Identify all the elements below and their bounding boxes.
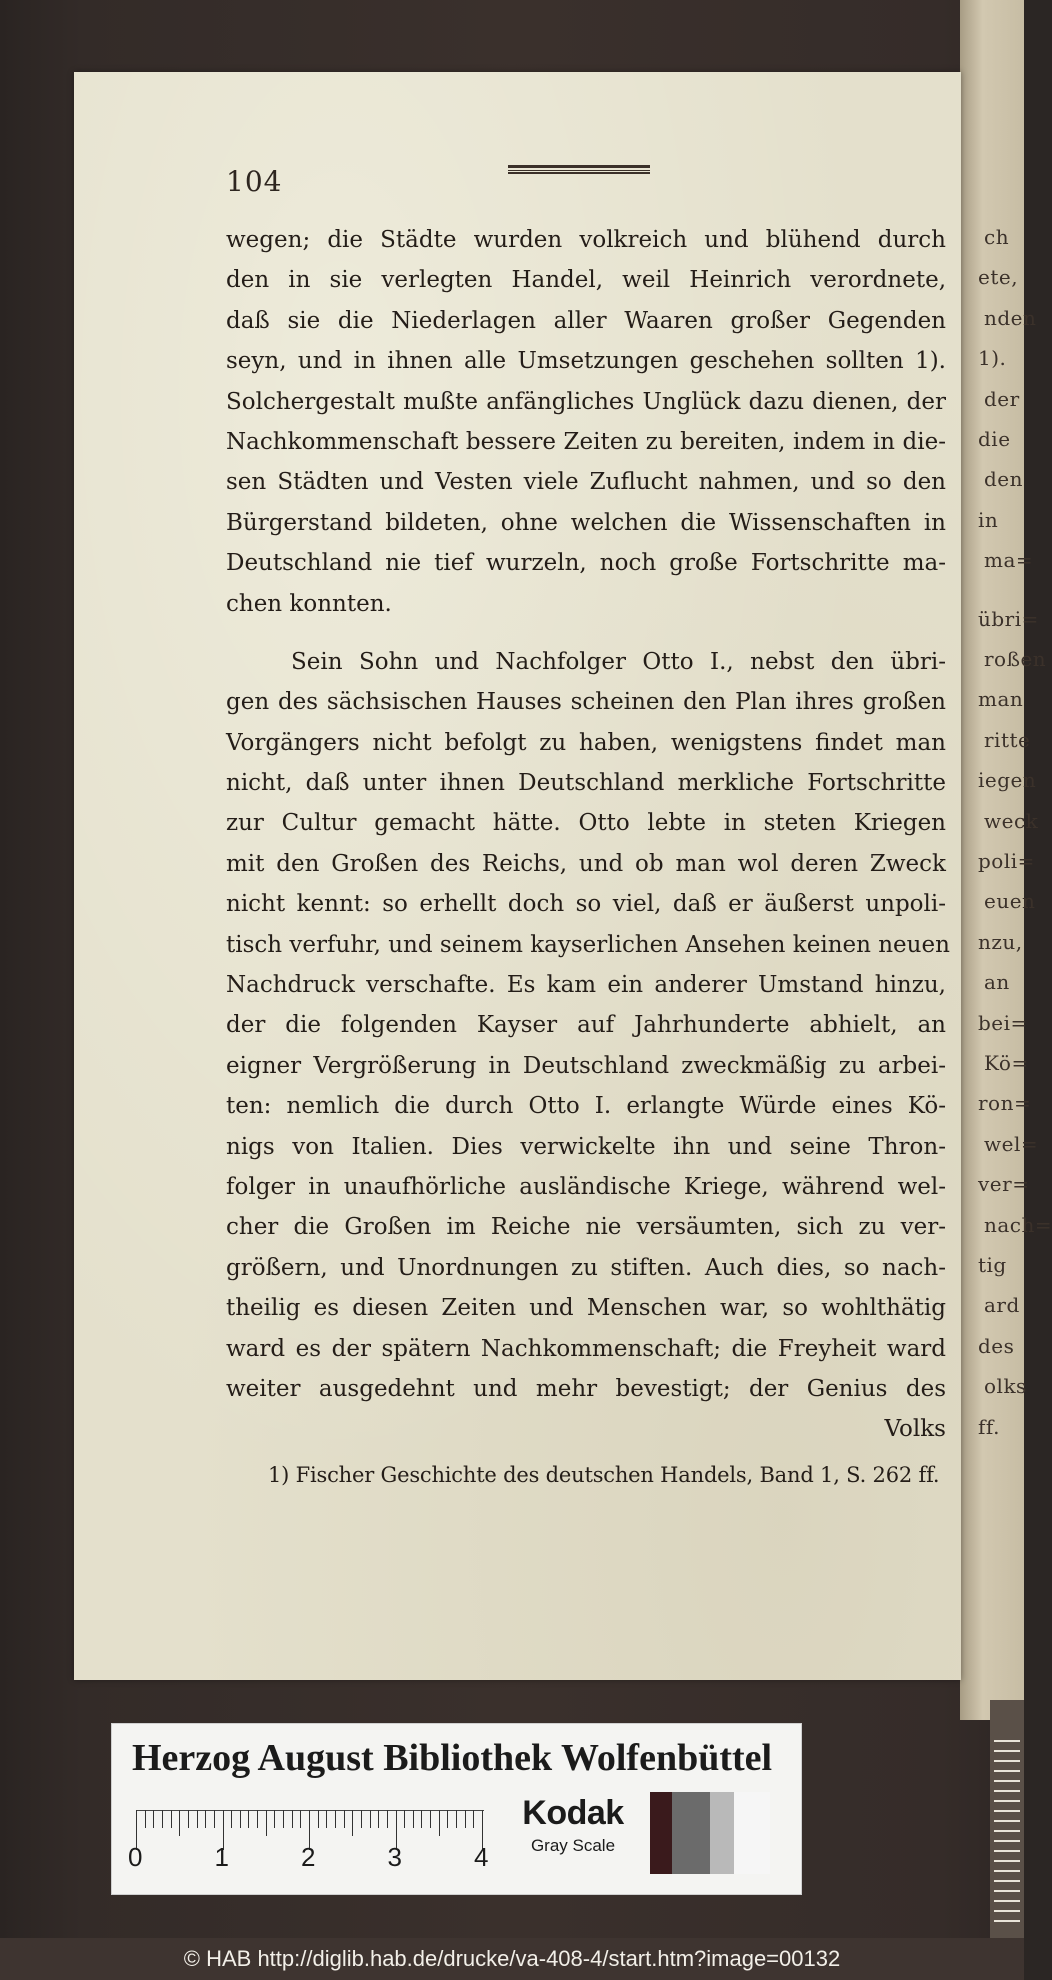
adjacent-text-fragment: wel= (984, 1131, 1039, 1156)
adjacent-scale-ticks (994, 1740, 1020, 1930)
book-page (74, 72, 961, 1680)
ruler-tick (326, 1810, 327, 1828)
text-line: Deutschland nie tief wurzeln, noch große Fortschritte ma- (226, 550, 946, 577)
adjacent-text-fragment: bei= (978, 1010, 1028, 1035)
ruler-tick (430, 1810, 431, 1828)
library-name: Herzog August Bibliothek Wolfenbüttel (132, 1737, 773, 1779)
ruler-tick (145, 1810, 146, 1828)
adjacent-text-fragment: der (984, 386, 1020, 411)
text-line: daß sie die Niederlagen aller Waaren großer Gegenden (226, 307, 946, 334)
adjacent-text-fragment: ch (984, 225, 1010, 249)
text-line: Vorgängers nicht befolgt zu haben, wenigstens findet man (226, 729, 946, 756)
ruler-tick (344, 1810, 345, 1828)
ruler-label: 0 (128, 1842, 143, 1872)
adjacent-text-fragment: poli= (978, 849, 1035, 873)
text-line: nigs von Italien. Dies verwickelte ihn und seine Thron- (226, 1133, 946, 1160)
ruler-tick (283, 1810, 284, 1828)
ruler-tick (456, 1810, 457, 1828)
adjacent-text-fragment: ver= (978, 1172, 1030, 1197)
adjacent-text-fragment: ff. (978, 1414, 1000, 1439)
adjacent-text-fragment: iegen (978, 768, 1037, 793)
ruler-tick (318, 1810, 319, 1828)
ruler-tick (179, 1810, 180, 1836)
page-number: 104 (226, 165, 283, 198)
text-line: den in sie verlegten Handel, weil Heinrich verordnete, (226, 267, 946, 294)
ruler-tick (205, 1810, 206, 1828)
text-line: Nachkommenschaft bessere Zeiten zu bereiten, indem in die- (226, 428, 946, 455)
text-line: theilig es diesen Zeiten und Menschen war, so wohlthätig (226, 1295, 946, 1322)
adjacent-text-fragment: nzu, (978, 929, 1023, 954)
text-line: Sein Sohn und Nachfolger Otto I., nebst den übri- (291, 648, 946, 675)
adjacent-text-fragment: olks (984, 1374, 1027, 1399)
ruler-tick (378, 1810, 379, 1828)
adjacent-text-fragment: übri= (978, 606, 1039, 631)
ruler-tick (162, 1810, 163, 1828)
adjacent-text-fragment: des (978, 1333, 1015, 1358)
adjacent-text-fragment: ard (984, 1293, 1020, 1318)
ruler-tick (361, 1810, 362, 1828)
ruler-tick (266, 1810, 267, 1836)
text-line: cher die Großen im Reiche nie versäumten, sich zu ver- (226, 1214, 946, 1241)
adjacent-text-fragment: den (984, 467, 1024, 492)
ruler-label: 4 (474, 1842, 489, 1872)
ruler-tick (421, 1810, 422, 1828)
text-line: wegen; die Städte wurden volkreich und blühend durch (226, 227, 946, 253)
text-line: ward es der spätern Nachkommenschaft; die Freyheit ward (226, 1335, 946, 1362)
text-line: zur Cultur gemacht hätte. Otto lebte in steten Kriegen (226, 810, 946, 837)
text-line: Volks (884, 1416, 946, 1443)
adjacent-text-fragment: ma= (984, 548, 1034, 573)
text-line: chen konnten. (226, 590, 392, 617)
gray-patch (734, 1792, 770, 1874)
ruler-tick (257, 1810, 258, 1828)
page-body-text (226, 220, 950, 1450)
adjacent-text-fragment: nden (984, 305, 1037, 330)
text-line: weiter ausgedehnt und mehr bevestigt; der Genius des (226, 1375, 946, 1402)
header-ornament-rule (508, 165, 650, 174)
ruler-tick (404, 1810, 405, 1828)
ruler-tick (231, 1810, 232, 1828)
ruler-tick (473, 1810, 474, 1828)
ruler-tick (214, 1810, 215, 1828)
ruler-tick (387, 1810, 388, 1828)
text-line: nicht kennt: so erhellt doch so viel, daß er äußerst unpoli- (226, 891, 946, 918)
text-line: Solchergestalt mußte anfängliches Unglück dazu dienen, der (226, 388, 946, 415)
ruler-label: 1 (214, 1842, 229, 1872)
paragraph-gap (226, 624, 946, 642)
text-line: ten: nemlich die durch Otto I. erlangte Würde eines Kö- (226, 1093, 946, 1120)
ruler-tick (439, 1810, 440, 1836)
adjacent-text-fragment: ron= (978, 1091, 1032, 1116)
adjacent-page-edge (960, 0, 1052, 1720)
gray-scale-patches (650, 1792, 770, 1874)
adjacent-text-fragment: ritte (984, 727, 1031, 752)
text-line: sen Städten und Vesten viele Zuflucht nahmen, und so den (226, 469, 946, 496)
text-line: der die folgenden Kayser auf Jahrhunderte abhielt, an (226, 1012, 946, 1039)
adjacent-scale-strip (990, 1700, 1024, 1940)
text-line: nicht, daß unter ihnen Deutschland merkliche Fortschritte (226, 770, 946, 797)
ruler-tick (274, 1810, 275, 1828)
adjacent-text-fragment: weck (984, 808, 1039, 833)
ruler-tick (370, 1810, 371, 1828)
adjacent-text-fragment: tig (978, 1253, 1007, 1277)
ruler-tick (248, 1810, 249, 1828)
ruler-tick (240, 1810, 241, 1828)
text-line: eigner Vergrößerung in Deutschland zweckmäßig zu arbei- (226, 1052, 946, 1079)
adjacent-text-fragment: 1). (978, 346, 1007, 371)
adjacent-text-fragment: man (978, 687, 1024, 712)
ruler-tick (197, 1810, 198, 1828)
text-line: Nachdruck verschafte. Es kam ein anderer Umstand hinzu, (226, 972, 946, 999)
gray-scale-label: Gray Scale (530, 1836, 616, 1855)
color-target-card (111, 1723, 802, 1895)
adjacent-text-fragment: Kö= (984, 1051, 1029, 1075)
text-line: Bürgerstand bildeten, ohne welchen die Wissenschaften in (226, 509, 946, 536)
ruler-label: 3 (387, 1842, 402, 1872)
ruler-tick (413, 1810, 414, 1828)
copyright-footer: © HAB http://diglib.hab.de/drucke/va-408-4/start.htm?image=00132 (0, 1938, 1024, 1980)
adjacent-text-fragment: roßen (984, 647, 1047, 671)
ruler-tick (171, 1810, 172, 1828)
text-line: mit den Großen des Reichs, und ob man wol deren Zweck (226, 850, 946, 877)
text-line: tisch verfuhr, und seinem kayserlichen Ansehen keinen neuen (226, 931, 950, 958)
ruler-tick (292, 1810, 293, 1828)
text-line: seyn, und in ihnen alle Umsetzungen geschehen sollten 1). (226, 348, 946, 375)
text-line: gen des sächsischen Hauses scheinen den Plan ihres großen (226, 689, 946, 716)
gray-patch (650, 1792, 672, 1874)
gray-patch (710, 1792, 734, 1874)
ruler-tick (300, 1810, 301, 1828)
text-line: folger in unaufhörliche ausländische Kriege, während wel- (226, 1173, 946, 1200)
adjacent-text-fragment: an (984, 970, 1010, 995)
ruler-tick (352, 1810, 353, 1836)
kodak-logo: Kodak (522, 1794, 624, 1832)
adjacent-text-fragment: die (978, 427, 1011, 451)
adjacent-text-fragment: nach= (984, 1212, 1052, 1237)
ruler-tick (153, 1810, 154, 1828)
ruler-tick (335, 1810, 336, 1828)
ruler-tick (188, 1810, 189, 1828)
ruler-label: 2 (301, 1842, 316, 1872)
gray-patch (672, 1792, 710, 1874)
adjacent-text-fragment: ete, (978, 265, 1019, 290)
footnote: 1) Fischer Geschichte des deutschen Handels, Band 1, S. 262 ff. (268, 1463, 940, 1487)
ruler-tick (447, 1810, 448, 1828)
adjacent-text-fragment: euen (984, 889, 1036, 914)
adjacent-text-fragment: in (978, 507, 999, 532)
ruler-tick (465, 1810, 466, 1828)
text-line: größern, und Unordnungen zu stiften. Auch dies, so nach- (226, 1254, 946, 1281)
